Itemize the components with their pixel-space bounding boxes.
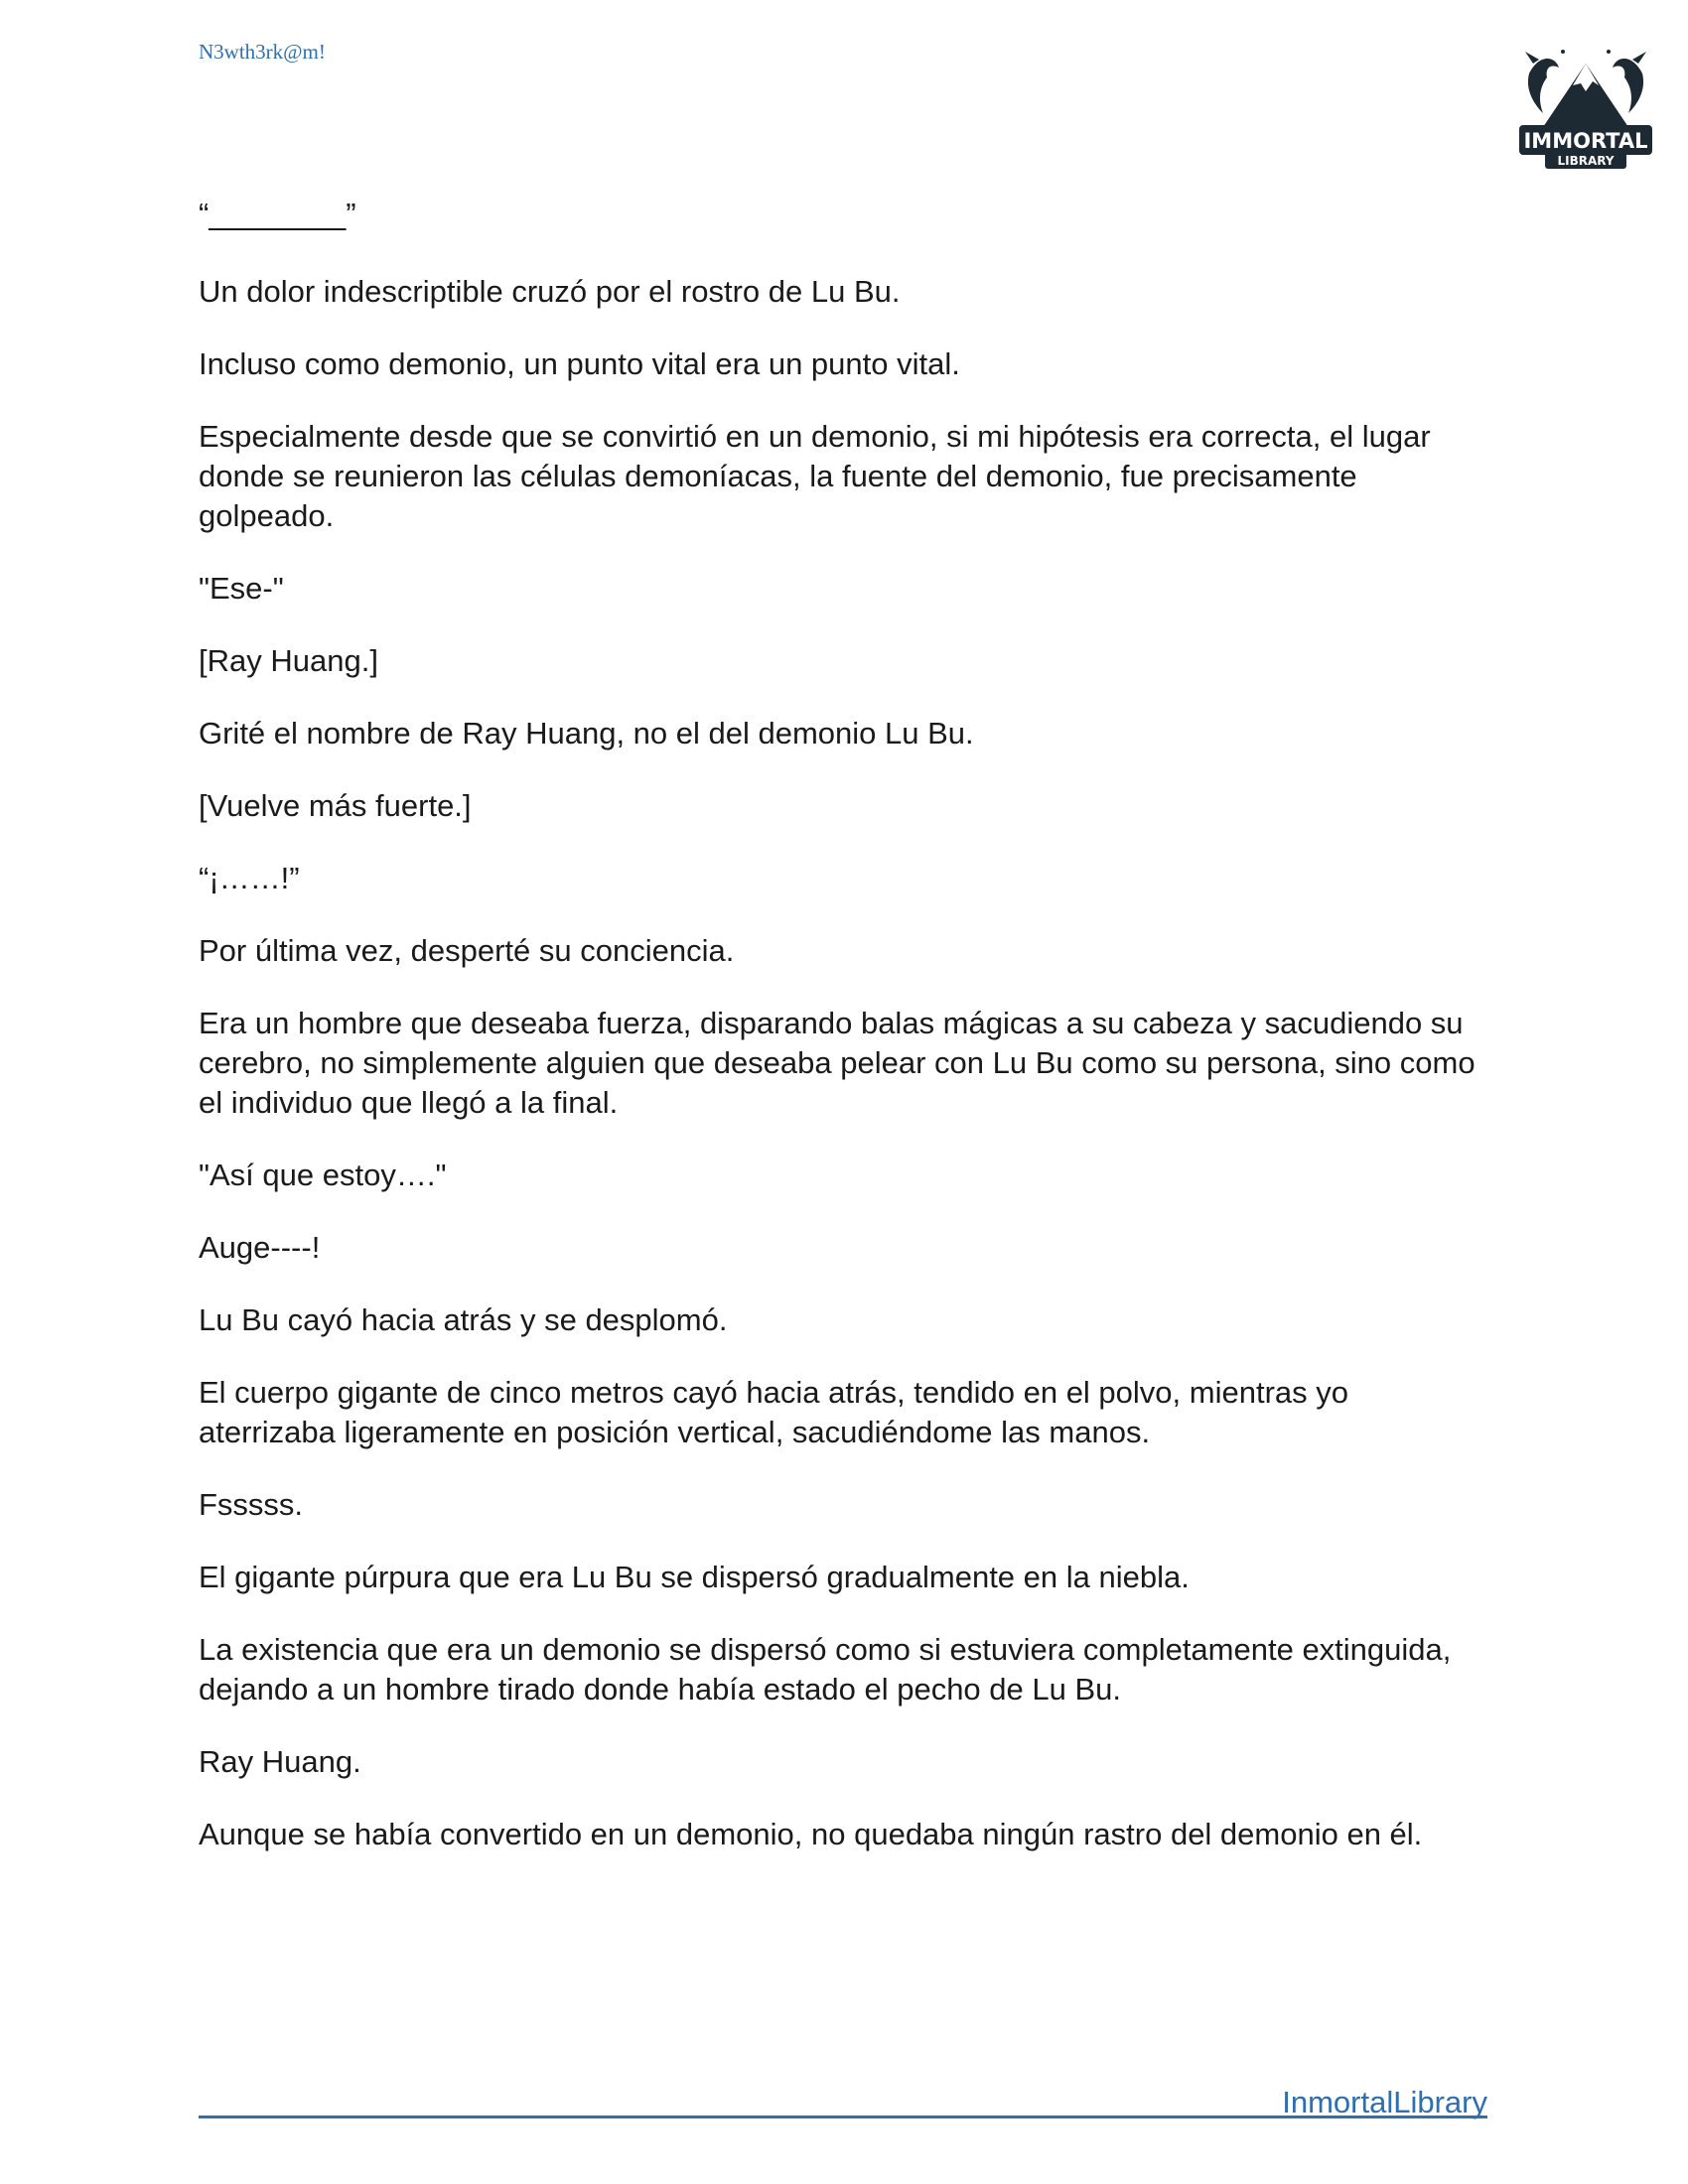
paragraph: Un dolor indescriptible cruzó por el rostro de Lu Bu. xyxy=(199,274,901,309)
logo-line2: LIBRARY xyxy=(1557,154,1615,168)
paragraph: Por última vez, desperté su conciencia. xyxy=(199,933,735,968)
paragraph: La existencia que era un demonio se dispersó como si estuviera completamente extinguida, dejando a un hombre tirado donde había estado el pecho de Lu Bu. xyxy=(199,1632,1461,1706)
paragraph: Lu Bu cayó hacia atrás y se desplomó. xyxy=(199,1302,728,1337)
paragraph: Especialmente desde que se convirtió en un demonio, si mi hipótesis era correcta, el lugar donde se reunieron las células demoníacas, la fuente del demonio, fue precisamente golpeado. xyxy=(199,419,1440,533)
paragraph: [Ray Huang.] xyxy=(199,643,378,678)
paragraph: Incluso como demonio, un punto vital era un punto vital. xyxy=(199,346,960,381)
paragraph: El gigante púrpura que era Lu Bu se dispersó gradualmente en la niebla. xyxy=(199,1560,1190,1594)
paragraph: Auge----! xyxy=(199,1230,321,1265)
logo-line1: IMMORTAL xyxy=(1523,129,1648,153)
header-tag: N3wth3rk@m! xyxy=(199,40,326,64)
paragraph: [Vuelve más fuerte.] xyxy=(199,788,472,823)
paragraph: Fsssss. xyxy=(199,1487,304,1522)
footer-link[interactable]: InmortalLibrary xyxy=(1282,2085,1487,2119)
paragraph: Aunque se había convertido en un demonio, no quedaba ningún rastro del demonio en él. xyxy=(199,1817,1423,1851)
immortal-library-logo xyxy=(1511,34,1660,183)
chapter-text xyxy=(199,195,1489,1887)
paragraph: El cuerpo gigante de cinco metros cayó hacia atrás, tendido en el polvo, mientras yo aterrizaba ligeramente en posición vertical, sacudiéndome las manos. xyxy=(199,1375,1357,1449)
paragraph: Grité el nombre de Ray Huang, no el del demonio Lu Bu. xyxy=(199,716,974,751)
paragraph: Era un hombre que deseaba fuerza, disparando balas mágicas a su cabeza y sacudiendo su cerebro, no simplemente alguien que deseaba pelear con Lu Bu como su persona, sino como el individuo que llegó a la final. xyxy=(199,1006,1484,1120)
dragon-emblem-icon xyxy=(1511,34,1660,183)
paragraph: “________” xyxy=(199,197,356,231)
paragraph: "Ese-" xyxy=(199,571,284,606)
paragraph: “¡……!” xyxy=(199,861,300,895)
paragraph: Ray Huang. xyxy=(199,1744,361,1779)
paragraph: "Así que estoy…." xyxy=(199,1158,447,1192)
